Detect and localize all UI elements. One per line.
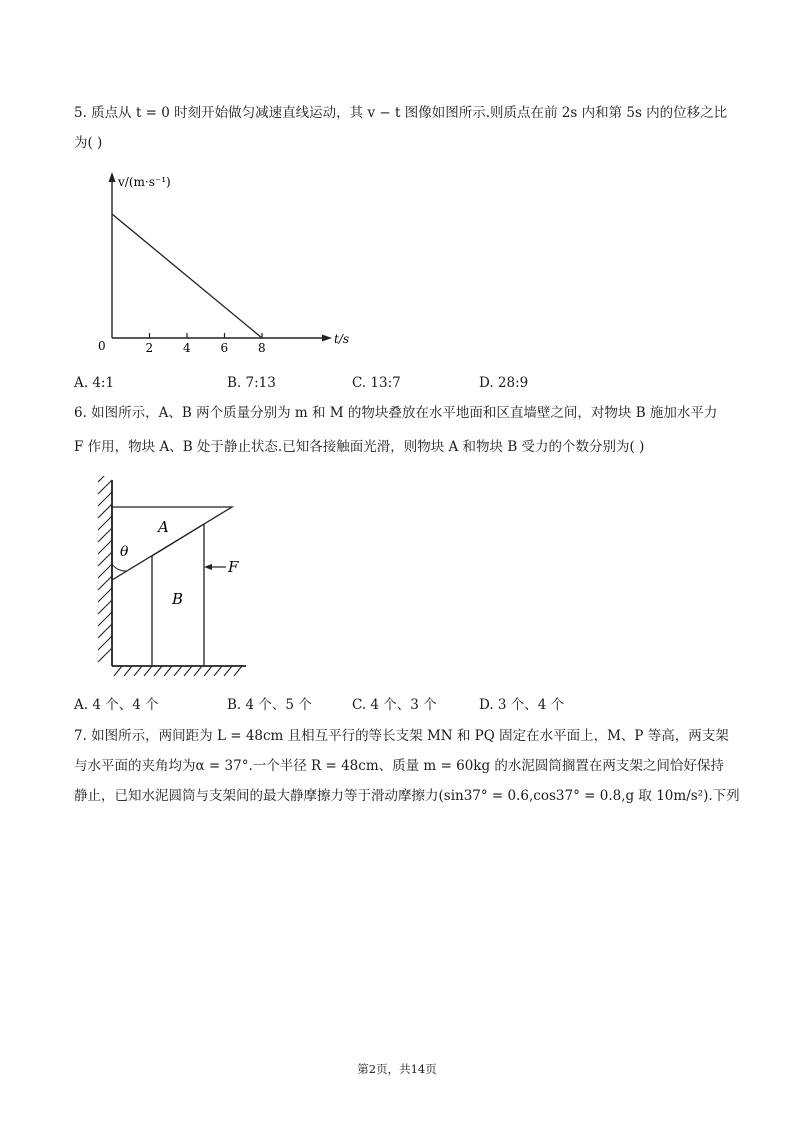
page-footer: 第2页，共14页 xyxy=(357,1062,437,1076)
q6-option-c: C. 4 个、3 个 xyxy=(352,697,437,713)
x-axis-arrow xyxy=(322,335,332,342)
q5-text-line-2: 为( ) xyxy=(74,135,103,151)
wall-hatching xyxy=(98,476,112,662)
x-tick-label: 8 xyxy=(258,341,266,355)
theta-arc xyxy=(112,564,126,571)
label-f: F xyxy=(228,558,239,576)
q5-option-d: D. 28:9 xyxy=(479,375,529,391)
ground-hatching xyxy=(114,666,242,676)
q7-text-line-2: 与水平面的夹角均为α = 37°.一个半径 R = 48cm、质量 m = 60kg 的水泥圆筒搁置在两支架之间恰好保持 xyxy=(74,758,724,774)
y-axis-arrow xyxy=(109,172,116,182)
q6-option-d: D. 3 个、4 个 xyxy=(479,697,565,713)
x-axis-label: t/s xyxy=(334,332,350,346)
y-axis-label: v/(m·s⁻¹) xyxy=(118,175,171,189)
label-a: A xyxy=(158,518,169,536)
q5-option-b: B. 7:13 xyxy=(227,375,276,391)
x-tick-label: 6 xyxy=(220,341,229,355)
label-theta: θ xyxy=(120,544,129,560)
x-tick-label: 4 xyxy=(183,341,191,355)
q7-text-line-1: 7. 如图所示，两间距为 L = 48cm 且相互平行的等长支架 MN 和 PQ 固定在水平面上，M、P 等高，两支架 xyxy=(74,728,729,744)
q5-vt-graph xyxy=(90,166,360,362)
label-b: B xyxy=(172,590,184,608)
velocity-line xyxy=(112,214,262,338)
q6-text-line-2: F 作用，物块 A、B 处于静止状态.已知各接触面光滑，则物块 A 和物块 B 受力的个数分别为( ) xyxy=(74,439,645,455)
q6-force-diagram xyxy=(90,476,260,676)
q7-text-line-3: 静止，已知水泥圆筒与支架间的最大静摩擦力等于滑动摩擦力(sin37° = 0.6,cos37° = 0.8,g 取 10m/s²).下列 xyxy=(74,788,740,804)
q5-option-c: C. 13:7 xyxy=(352,375,401,391)
x-tick-label: 2 xyxy=(145,341,154,355)
q6-text-line-1: 6. 如图所示，A、B 两个质量分别为 m 和 M 的物块叠放在水平地面和区直墙壁之间，对物块 B 施加水平力 xyxy=(74,405,718,421)
q6-option-a: A. 4 个、4 个 xyxy=(74,697,159,713)
q6-option-b: B. 4 个、5 个 xyxy=(227,697,312,713)
origin-label: 0 xyxy=(98,339,106,353)
q5-text-line-1: 5. 质点从 t = 0 时刻开始做匀减速直线运动，其 v − t 图像如图所示.则质点在前 2s 内和第 5s 内的位移之比 xyxy=(74,105,728,121)
q5-option-a: A. 4:1 xyxy=(74,375,115,391)
force-f-arrowhead xyxy=(204,564,212,570)
